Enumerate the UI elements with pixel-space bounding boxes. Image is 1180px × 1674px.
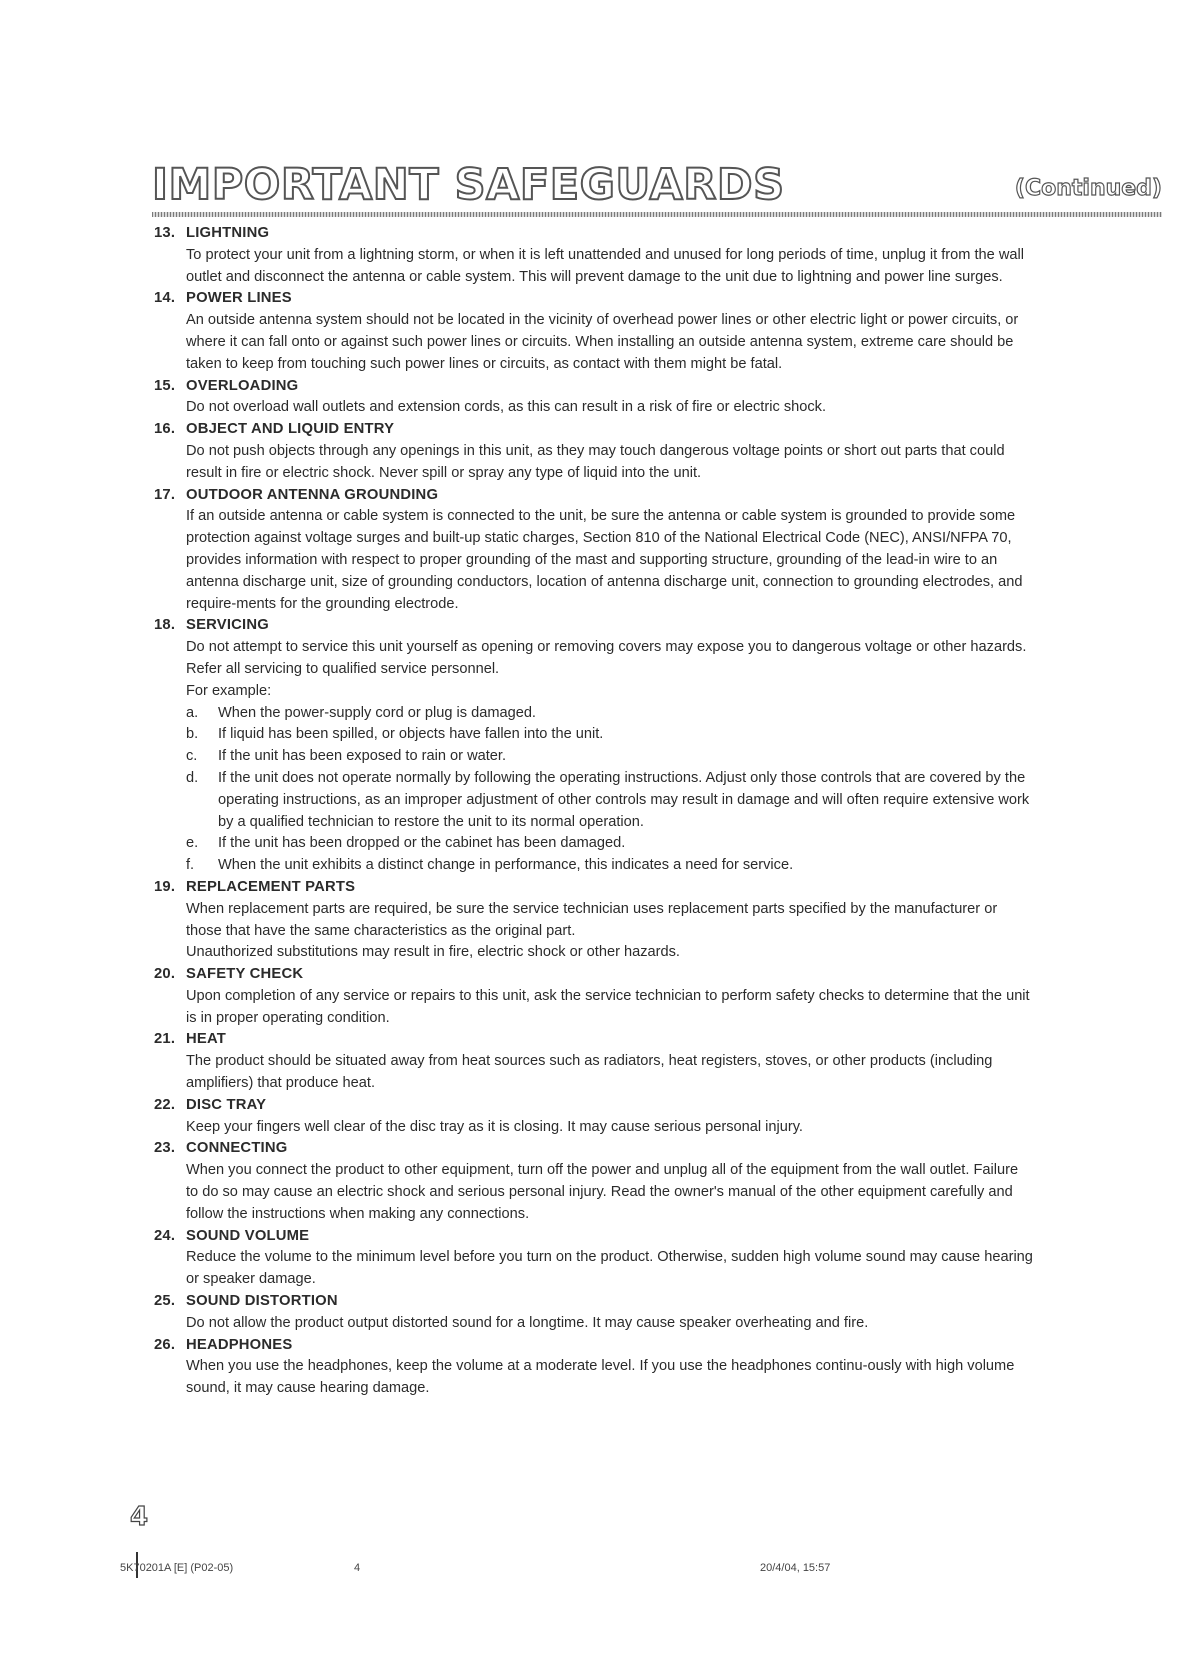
footer-doc-code: 5K70201A [E] (P02-05) [120,1562,234,1574]
safeguard-item [154,376,1034,420]
item-title: SAFETY CHECK [186,966,304,983]
item-paragraph: Reduce the volume to the minimum level before you turn on the product. Otherwise, sudden high volume sound may cause hearing or speaker damage. [186,1249,1033,1288]
item-heading [154,376,1034,398]
item-paragraph: When replacement parts are required, be sure the service technician uses replacement parts specified by the manufacturer or those that have the same characteristics as the original part. [186,900,998,939]
item-heading [154,1335,1034,1357]
item-title: SOUND DISTORTION [186,1293,338,1310]
safeguard-item [154,1335,1034,1400]
item-title: LIGHTNING [186,225,270,241]
item-heading [154,223,1034,245]
item-body [154,899,1034,964]
item-number: 17. [154,486,176,503]
item-heading [154,615,1034,637]
item-number: 13. [154,225,176,241]
safeguard-item [154,288,1034,375]
example-text: If the unit has been dropped or the cabinet has been damaged. [218,835,626,852]
safeguard-item [154,419,1034,484]
item-body [154,506,1034,615]
item-body [154,1247,1034,1291]
item-number: 22. [154,1096,176,1113]
safeguards-list [154,223,1034,1400]
item-body [154,1313,1034,1335]
page-title: IMPORTANT SAFEGUARDS [152,160,785,210]
item-paragraph: If an outside antenna or cable system is connected to the unit, be sure the antenna or cable system is grounded to provide some protection against voltage surges and built-up static charges, Section 810 of the National Electrical Code (NEC), ANSI/NFPA 70, provides information with respect to proper grounding of the mast and supporting structure, grounding of the lead-in wire to an antenna discharge unit, size of grounding conductors, location of antenna discharge unit, connection to grounding electrodes, and require-ments for the grounding electrode. [186,508,1023,612]
safeguard-item [154,964,1034,1029]
item-title: CONNECTING [186,1140,288,1157]
item-number: 21. [154,1031,176,1048]
safeguard-item [154,615,1034,877]
example-list-item [186,768,1034,833]
item-body [154,986,1034,1030]
example-list-item [186,833,1034,855]
continued-label: (Continued) [1014,176,1162,201]
safeguard-item [154,1029,1034,1094]
safeguard-item [154,223,1034,288]
item-paragraph: Do not push objects through any openings in this unit, as they may touch dangerous voltage points or short out parts that could result in fire or electric shock. Never spill or spray any type of liquid into the unit. [186,442,1005,481]
item-heading [154,1029,1034,1051]
item-title: OUTDOOR ANTENNA GROUNDING [186,486,439,503]
example-text: If the unit does not operate normally by following the operating instructions. Adjust only those controls that are covered by the operating instructions, as an improper adjustment of other controls may result in damage and will often require extensive work by a qualified technician to restore the unit to its normal operation. [218,769,1030,830]
item-number: 18. [154,617,176,634]
item-number: 14. [154,290,176,307]
safeguard-item [154,1291,1034,1335]
example-letter: e. [186,835,199,852]
item-number: 20. [154,966,176,983]
item-body [154,1051,1034,1095]
item-title: HEAT [186,1031,226,1048]
item-title: POWER LINES [186,290,292,307]
item-paragraph: Do not overload wall outlets and extension cords, as this can result in a risk of fire or electric shock. [186,399,826,416]
item-number: 19. [154,878,176,895]
example-letter: b. [186,726,199,743]
example-list-item [186,855,1034,877]
item-heading [154,1291,1034,1313]
item-paragraph: Upon completion of any service or repairs to this unit, ask the service technician to perform safety checks to determine that the unit is in proper operating condition. [186,987,1030,1026]
title-divider [152,212,1162,217]
item-heading [154,485,1034,507]
item-body [154,1356,1034,1400]
page-header [152,160,1162,210]
item-body [154,441,1034,485]
footer-timestamp: 20/4/04, 15:57 [760,1562,831,1574]
example-text: If the unit has been exposed to rain or water. [218,748,507,765]
example-text: When the unit exhibits a distinct change in performance, this indicates a need for service. [218,857,794,874]
item-heading [154,1138,1034,1160]
example-letter: c. [186,748,198,765]
item-number: 23. [154,1140,176,1157]
item-number: 25. [154,1293,176,1310]
item-paragraph: Do not allow the product output distorted sound for a longtime. It may cause speaker overheating and fire. [186,1314,869,1331]
item-paragraph: An outside antenna system should not be located in the vicinity of overhead power lines or other electric light or power circuits, or where it can fall onto or against such power lines or circuits. When installing an outside antenna system, extreme care should be taken to keep from touching such power lines or circuits, as contact with them might be fatal. [186,312,1019,372]
example-list-item [186,703,1034,725]
item-body [154,245,1034,289]
item-body [154,1160,1034,1225]
item-number: 15. [154,377,176,394]
safeguard-item [154,877,1034,964]
item-heading [154,877,1034,899]
item-paragraph: Unauthorized substitutions may result in fire, electric shock or other hazards. [186,944,680,961]
item-number: 16. [154,421,176,438]
example-letter: d. [186,769,199,786]
item-paragraph: For example: [186,682,272,699]
example-letter: f. [186,857,195,874]
item-title: OVERLOADING [186,377,299,394]
item-title: HEADPHONES [186,1336,293,1353]
example-list-item [186,746,1034,768]
item-paragraph: Do not attempt to service this unit yourself as opening or removing covers may expose you to dangerous voltage or other hazards. Refer all servicing to qualified service personnel. [186,639,1027,677]
item-heading [154,1226,1034,1248]
item-paragraph: When you use the headphones, keep the volume at a moderate level. If you use the headphones continu-ously with high volume sound, it may cause hearing damage. [186,1358,1015,1397]
item-title: OBJECT AND LIQUID ENTRY [186,421,395,438]
item-paragraph: Keep your fingers well clear of the disc tray as it is closing. It may cause serious personal injury. [186,1118,803,1135]
item-body [154,1117,1034,1139]
item-body [154,637,1034,877]
item-body [154,397,1034,419]
page-number: 4 [130,1502,149,1532]
item-title: REPLACEMENT PARTS [186,878,356,895]
item-paragraph: When you connect the product to other equipment, turn off the power and unplug all of the equipment from the wall outlet. Failure to do so may cause an electric shock and serious personal injury. Read the owner's manual of the other equipment carefully and follow the instructions when making any connections. [186,1162,1019,1222]
example-list-item [186,724,1034,746]
footer-page: 4 [354,1562,361,1574]
item-number: 26. [154,1336,176,1353]
safeguard-item [154,1095,1034,1139]
example-letter: a. [186,704,199,721]
item-heading [154,964,1034,986]
example-text: If liquid has been spilled, or objects have fallen into the unit. [218,726,604,743]
example-text: When the power-supply cord or plug is damaged. [218,704,536,721]
item-heading [154,288,1034,310]
safeguard-item [154,1138,1034,1225]
item-title: SERVICING [186,617,269,634]
item-paragraph: To protect your unit from a lightning storm, or when it is left unattended and unused for long periods of time, unplug it from the wall outlet and disconnect the antenna or cable system. This will prevent damage to the unit due to lightning and power line surges. [186,246,1024,285]
item-paragraph: The product should be situated away from heat sources such as radiators, heat registers, stoves, or other products (including amplifiers) that produce heat. [186,1053,993,1092]
item-title: DISC TRAY [186,1096,267,1113]
safeguard-item [154,485,1034,616]
item-heading [154,1095,1034,1117]
item-body [154,310,1034,375]
item-title: SOUND VOLUME [186,1227,310,1244]
safeguard-item [154,1226,1034,1291]
example-list [186,703,1034,877]
item-heading [154,419,1034,441]
item-number: 24. [154,1227,176,1244]
